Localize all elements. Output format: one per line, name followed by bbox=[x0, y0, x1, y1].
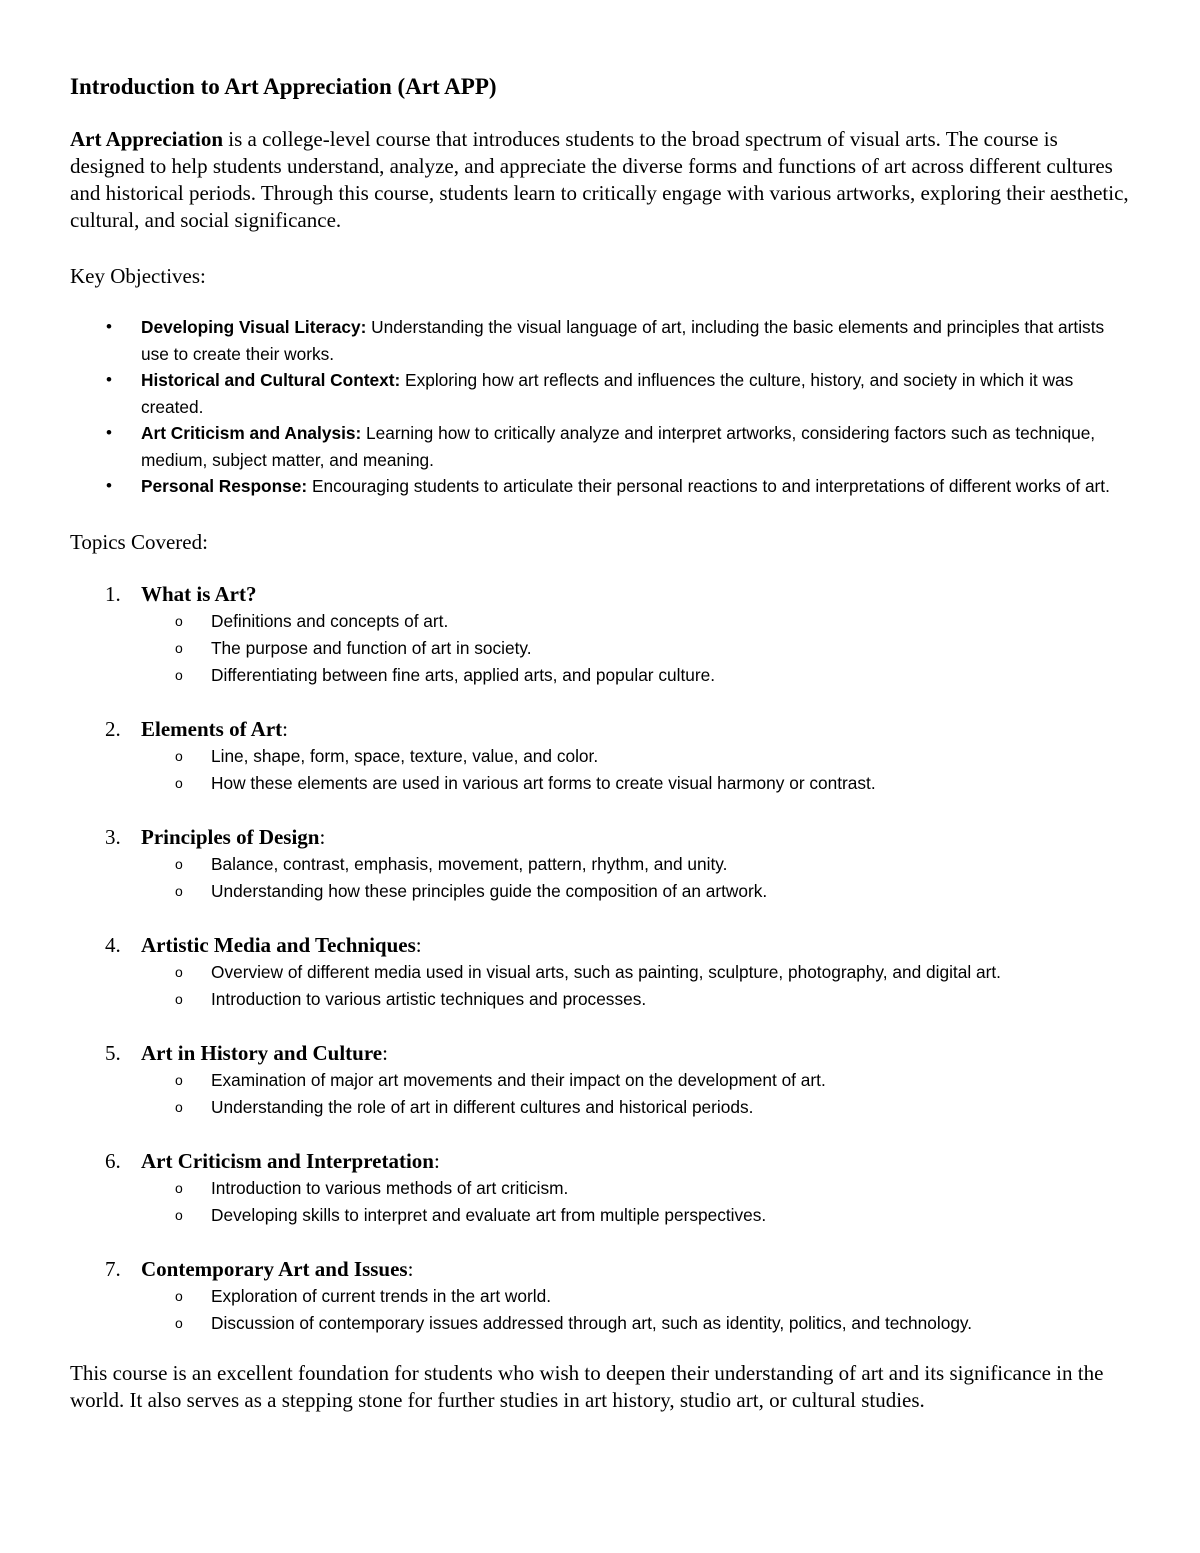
topic-title: Artistic Media and Techniques bbox=[141, 932, 416, 957]
topic-suffix: : bbox=[282, 716, 288, 741]
circle-bullet-icon: o bbox=[175, 1206, 183, 1223]
circle-bullet-icon: o bbox=[175, 666, 183, 683]
subtopic-text: The purpose and function of art in society. bbox=[211, 637, 532, 658]
topic-heading bbox=[70, 1256, 1135, 1283]
subtopic-list bbox=[70, 1175, 1135, 1229]
intro-paragraph bbox=[70, 126, 1135, 234]
topic-heading bbox=[70, 716, 1135, 743]
topic-number: 6. bbox=[105, 1148, 121, 1173]
topic-number: 1. bbox=[105, 581, 121, 606]
subtopic-list bbox=[70, 959, 1135, 1013]
topics-covered-heading: Topics Covered: bbox=[70, 529, 208, 554]
subtopic-item bbox=[70, 1175, 1135, 1202]
circle-bullet-icon: o bbox=[175, 855, 183, 872]
topic-title: What is Art? bbox=[141, 581, 257, 606]
topic-title: Contemporary Art and Issues bbox=[141, 1256, 408, 1281]
topic-suffix: : bbox=[407, 1256, 414, 1281]
topic-title: Elements of Art bbox=[141, 716, 283, 741]
objective-label: Developing Visual Literacy: bbox=[141, 317, 367, 337]
subtopic-text: Examination of major art movements and their impact on the development of art. bbox=[211, 1069, 826, 1090]
objective-item bbox=[70, 420, 1135, 473]
topic-item bbox=[70, 1148, 1135, 1229]
subtopic-item bbox=[70, 662, 1135, 689]
subtopic-list bbox=[70, 743, 1135, 797]
intro-lead: Art Appreciation bbox=[70, 127, 224, 151]
subtopic-item bbox=[70, 770, 1135, 797]
document-page bbox=[70, 72, 1135, 1414]
subtopic-text: Developing skills to interpret and evaluate art from multiple perspectives. bbox=[211, 1204, 767, 1225]
objective-text: Encouraging students to articulate their personal reactions to and interpretations of different works of art. bbox=[307, 476, 1110, 496]
subtopic-text: Definitions and concepts of art. bbox=[211, 610, 449, 631]
subtopic-list bbox=[70, 1067, 1135, 1121]
topic-number: 5. bbox=[105, 1040, 121, 1065]
objective-text: Exploring how art reflects and influences the culture, history, and society in which it was created. bbox=[141, 370, 1074, 417]
subtopic-item bbox=[70, 1310, 1135, 1337]
circle-bullet-icon: o bbox=[175, 1179, 183, 1196]
topic-heading bbox=[70, 1148, 1135, 1175]
key-objectives-heading: Key Objectives: bbox=[70, 264, 206, 288]
subtopic-item bbox=[70, 743, 1135, 770]
closing-paragraph: This course is an excellent foundation for students who wish to deepen their understanding of art and its significance in the world. It also serves as a stepping stone for further studies in art history, studio art, or cultural studies. bbox=[70, 1360, 1104, 1412]
topic-title: Art in History and Culture bbox=[141, 1040, 383, 1065]
circle-bullet-icon: o bbox=[175, 882, 183, 899]
circle-bullet-icon: o bbox=[175, 1314, 183, 1331]
topic-heading bbox=[70, 824, 1135, 851]
topic-number: 2. bbox=[105, 716, 121, 741]
circle-bullet-icon: o bbox=[175, 639, 183, 656]
circle-bullet-icon: o bbox=[175, 1071, 183, 1088]
objective-text: Learning how to critically analyze and interpret artworks, considering factors such as technique, medium, subject matter, and meaning. bbox=[141, 423, 1096, 470]
bullet-icon: • bbox=[106, 370, 112, 389]
subtopic-item bbox=[70, 635, 1135, 662]
bullet-icon: • bbox=[106, 476, 112, 495]
topic-title: Principles of Design bbox=[141, 824, 320, 849]
subtopic-item bbox=[70, 608, 1135, 635]
bullet-icon: • bbox=[106, 317, 112, 336]
subtopic-item bbox=[70, 986, 1135, 1013]
topic-suffix: : bbox=[382, 1040, 388, 1065]
circle-bullet-icon: o bbox=[175, 990, 183, 1007]
subtopic-text: Understanding how these principles guide the composition of an artwork. bbox=[211, 880, 768, 901]
circle-bullet-icon: o bbox=[175, 612, 183, 629]
subtopic-list bbox=[70, 608, 1135, 689]
topic-heading bbox=[70, 932, 1135, 959]
subtopic-text: Balance, contrast, emphasis, movement, pattern, rhythm, and unity. bbox=[211, 853, 728, 874]
objectives-list bbox=[70, 314, 1135, 500]
objective-item bbox=[70, 473, 1135, 500]
subtopic-item bbox=[70, 1202, 1135, 1229]
topic-item bbox=[70, 1256, 1135, 1337]
topic-heading bbox=[70, 1040, 1135, 1067]
subtopic-item bbox=[70, 878, 1135, 905]
objective-label: Historical and Cultural Context: bbox=[141, 370, 401, 390]
subtopic-item bbox=[70, 1283, 1135, 1310]
objective-item bbox=[70, 314, 1135, 367]
circle-bullet-icon: o bbox=[175, 774, 183, 791]
subtopic-text: Differentiating between fine arts, applied arts, and popular culture. bbox=[211, 664, 716, 685]
subtopic-text: Understanding the role of art in different cultures and historical periods. bbox=[211, 1096, 754, 1117]
subtopic-item bbox=[70, 1094, 1135, 1121]
topic-suffix: : bbox=[415, 932, 422, 957]
subtopic-item bbox=[70, 851, 1135, 878]
bullet-icon: • bbox=[106, 423, 112, 442]
topic-title: Art Criticism and Interpretation bbox=[141, 1148, 434, 1173]
subtopic-list bbox=[70, 1283, 1135, 1337]
objective-item bbox=[70, 367, 1135, 420]
subtopic-item bbox=[70, 1067, 1135, 1094]
topic-number: 4. bbox=[105, 932, 121, 957]
topic-item bbox=[70, 932, 1135, 1013]
topic-number: 3. bbox=[105, 824, 121, 849]
objective-text: Understanding the visual language of art, including the basic elements and principles that artists use to create their works. bbox=[141, 317, 1105, 364]
subtopic-text: How these elements are used in various art forms to create visual harmony or contrast. bbox=[211, 772, 876, 793]
circle-bullet-icon: o bbox=[175, 963, 183, 980]
subtopic-text: Introduction to various artistic techniques and processes. bbox=[211, 988, 647, 1009]
subtopic-text: Discussion of contemporary issues addressed through art, such as identity, politics, and technology. bbox=[211, 1312, 973, 1333]
circle-bullet-icon: o bbox=[175, 1098, 183, 1115]
topic-suffix: : bbox=[434, 1148, 440, 1173]
intro-text: is a college-level course that introduces students to the broad spectrum of visual arts. The course is designed to help students understand, analyze, and appreciate the diverse forms and functions of art across different cultures and historical periods. Through this course, students learn to critically engage with various artworks, exploring their aesthetic, cultural, and social significance. bbox=[70, 127, 1129, 232]
topic-item bbox=[70, 1040, 1135, 1121]
subtopic-item bbox=[70, 959, 1135, 986]
circle-bullet-icon: o bbox=[175, 1287, 183, 1304]
topic-suffix: : bbox=[319, 824, 326, 849]
subtopic-text: Overview of different media used in visual arts, such as painting, sculpture, photography, and digital art. bbox=[211, 961, 1001, 982]
topic-heading bbox=[70, 581, 1135, 608]
topic-number: 7. bbox=[105, 1256, 121, 1281]
objective-label: Art Criticism and Analysis: bbox=[141, 423, 362, 443]
subtopic-text: Exploration of current trends in the art world. bbox=[211, 1285, 552, 1306]
objective-label: Personal Response: bbox=[141, 476, 308, 496]
circle-bullet-icon: o bbox=[175, 747, 183, 764]
topic-item bbox=[70, 824, 1135, 905]
document-title: Introduction to Art Appreciation (Art APP) bbox=[70, 74, 497, 99]
topics-list bbox=[70, 581, 1135, 1337]
subtopic-list bbox=[70, 851, 1135, 905]
subtopic-text: Line, shape, form, space, texture, value, and color. bbox=[211, 745, 599, 766]
topic-item bbox=[70, 581, 1135, 689]
topic-item bbox=[70, 716, 1135, 797]
subtopic-text: Introduction to various methods of art criticism. bbox=[211, 1177, 569, 1198]
